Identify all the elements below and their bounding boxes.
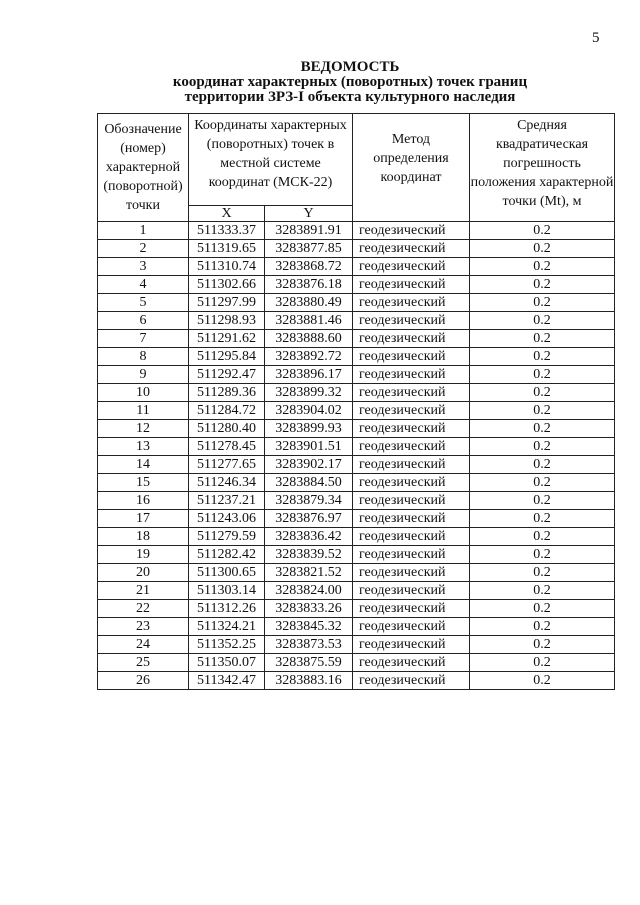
table-row — [98, 456, 615, 474]
cell-mean-error: 0.2 — [470, 528, 615, 546]
cell-method: геодезический — [353, 654, 470, 672]
table-row — [98, 420, 615, 438]
header-y: Y — [265, 206, 353, 222]
cell-mean-error: 0.2 — [470, 420, 615, 438]
cell-method: геодезический — [353, 420, 470, 438]
cell-method: геодезический — [353, 258, 470, 276]
cell-point-number: 26 — [98, 672, 189, 690]
cell-method: геодезический — [353, 402, 470, 420]
cell-mean-error: 0.2 — [470, 474, 615, 492]
cell-y: 3283901.51 — [265, 438, 353, 456]
table-row — [98, 636, 615, 654]
header-mean-error: Средняя квадратическая погрешность положения характерной точки (Mt), м — [470, 114, 615, 222]
cell-point-number: 20 — [98, 564, 189, 582]
table-row — [98, 294, 615, 312]
cell-method: геодезический — [353, 438, 470, 456]
table-row — [98, 546, 615, 564]
title-heading: ВЕДОМОСТЬ — [300, 59, 400, 75]
cell-y: 3283824.00 — [265, 582, 353, 600]
cell-y: 3283877.85 — [265, 240, 353, 258]
cell-y: 3283902.17 — [265, 456, 353, 474]
table-row — [98, 348, 615, 366]
cell-method: геодезический — [353, 546, 470, 564]
cell-x: 511324.21 — [189, 618, 265, 636]
cell-mean-error: 0.2 — [470, 438, 615, 456]
page-number: 5 — [592, 30, 600, 46]
header-coordinates: Координаты характерных (поворотных) точек в местной системе координат (МСК-22) — [189, 114, 353, 206]
cell-y: 3283839.52 — [265, 546, 353, 564]
table-row — [98, 276, 615, 294]
cell-y: 3283904.02 — [265, 402, 353, 420]
cell-method: геодезический — [353, 528, 470, 546]
table-row — [98, 564, 615, 582]
table-row — [98, 258, 615, 276]
cell-method: геодезический — [353, 294, 470, 312]
table-row — [98, 222, 615, 240]
cell-point-number: 21 — [98, 582, 189, 600]
cell-point-number: 23 — [98, 618, 189, 636]
table-row — [98, 474, 615, 492]
table-row — [98, 618, 615, 636]
cell-x: 511303.14 — [189, 582, 265, 600]
cell-y: 3283896.17 — [265, 366, 353, 384]
cell-method: геодезический — [353, 672, 470, 690]
header-method: Метод определения координат — [353, 114, 470, 222]
cell-y: 3283899.93 — [265, 420, 353, 438]
cell-point-number: 25 — [98, 654, 189, 672]
cell-mean-error: 0.2 — [470, 222, 615, 240]
cell-mean-error: 0.2 — [470, 600, 615, 618]
table-row — [98, 510, 615, 528]
cell-mean-error: 0.2 — [470, 492, 615, 510]
cell-x: 511284.72 — [189, 402, 265, 420]
cell-method: геодезический — [353, 600, 470, 618]
cell-mean-error: 0.2 — [470, 258, 615, 276]
table-row — [98, 438, 615, 456]
cell-point-number: 22 — [98, 600, 189, 618]
table-row — [98, 672, 615, 690]
cell-x: 511243.06 — [189, 510, 265, 528]
cell-method: геодезический — [353, 510, 470, 528]
cell-y: 3283888.60 — [265, 330, 353, 348]
cell-method: геодезический — [353, 636, 470, 654]
cell-point-number: 2 — [98, 240, 189, 258]
cell-x: 511278.45 — [189, 438, 265, 456]
cell-method: геодезический — [353, 222, 470, 240]
cell-mean-error: 0.2 — [470, 672, 615, 690]
cell-mean-error: 0.2 — [470, 348, 615, 366]
cell-x: 511279.59 — [189, 528, 265, 546]
cell-mean-error: 0.2 — [470, 276, 615, 294]
cell-x: 511300.65 — [189, 564, 265, 582]
cell-point-number: 11 — [98, 402, 189, 420]
cell-point-number: 13 — [98, 438, 189, 456]
cell-point-number: 4 — [98, 276, 189, 294]
document-title — [0, 60, 640, 105]
table-row — [98, 600, 615, 618]
cell-x: 511302.66 — [189, 276, 265, 294]
cell-mean-error: 0.2 — [470, 564, 615, 582]
cell-point-number: 16 — [98, 492, 189, 510]
cell-x: 511295.84 — [189, 348, 265, 366]
cell-point-number: 10 — [98, 384, 189, 402]
cell-y: 3283879.34 — [265, 492, 353, 510]
cell-y: 3283891.91 — [265, 222, 353, 240]
cell-point-number: 24 — [98, 636, 189, 654]
cell-point-number: 3 — [98, 258, 189, 276]
table-row — [98, 240, 615, 258]
cell-method: геодезический — [353, 618, 470, 636]
cell-point-number: 8 — [98, 348, 189, 366]
cell-mean-error: 0.2 — [470, 510, 615, 528]
cell-x: 511298.93 — [189, 312, 265, 330]
cell-mean-error: 0.2 — [470, 240, 615, 258]
cell-point-number: 19 — [98, 546, 189, 564]
cell-mean-error: 0.2 — [470, 654, 615, 672]
cell-point-number: 12 — [98, 420, 189, 438]
cell-mean-error: 0.2 — [470, 402, 615, 420]
header-x: X — [189, 206, 265, 222]
cell-x: 511350.07 — [189, 654, 265, 672]
table-row — [98, 654, 615, 672]
table-row — [98, 402, 615, 420]
cell-point-number: 14 — [98, 456, 189, 474]
table-body — [98, 222, 615, 690]
cell-y: 3283873.53 — [265, 636, 353, 654]
table-row — [98, 582, 615, 600]
cell-x: 511342.47 — [189, 672, 265, 690]
cell-point-number: 18 — [98, 528, 189, 546]
cell-y: 3283821.52 — [265, 564, 353, 582]
title-subheading-line1: координат характерных (поворотных) точек границ — [172, 74, 528, 90]
cell-method: геодезический — [353, 582, 470, 600]
cell-point-number: 17 — [98, 510, 189, 528]
cell-mean-error: 0.2 — [470, 366, 615, 384]
cell-point-number: 6 — [98, 312, 189, 330]
cell-y: 3283876.97 — [265, 510, 353, 528]
cell-mean-error: 0.2 — [470, 618, 615, 636]
header-point-number: Обозначение (номер) характерной (поворотной) точки — [98, 114, 189, 222]
cell-point-number: 7 — [98, 330, 189, 348]
cell-method: геодезический — [353, 330, 470, 348]
cell-y: 3283876.18 — [265, 276, 353, 294]
cell-x: 511310.74 — [189, 258, 265, 276]
cell-point-number: 15 — [98, 474, 189, 492]
cell-y: 3283875.59 — [265, 654, 353, 672]
cell-y: 3283883.16 — [265, 672, 353, 690]
table-row — [98, 528, 615, 546]
cell-method: геодезический — [353, 240, 470, 258]
cell-x: 511237.21 — [189, 492, 265, 510]
cell-y: 3283892.72 — [265, 348, 353, 366]
cell-mean-error: 0.2 — [470, 546, 615, 564]
cell-y: 3283868.72 — [265, 258, 353, 276]
cell-x: 511291.62 — [189, 330, 265, 348]
cell-y: 3283833.26 — [265, 600, 353, 618]
cell-y: 3283880.49 — [265, 294, 353, 312]
coordinates-table — [97, 113, 615, 690]
cell-x: 511277.65 — [189, 456, 265, 474]
cell-method: геодезический — [353, 312, 470, 330]
cell-mean-error: 0.2 — [470, 330, 615, 348]
cell-point-number: 5 — [98, 294, 189, 312]
cell-method: геодезический — [353, 564, 470, 582]
table-row — [98, 366, 615, 384]
title-subheading-line2: территории ЗРЗ-I объекта культурного наследия — [184, 89, 516, 105]
cell-method: геодезический — [353, 276, 470, 294]
cell-mean-error: 0.2 — [470, 456, 615, 474]
cell-y: 3283884.50 — [265, 474, 353, 492]
cell-y: 3283845.32 — [265, 618, 353, 636]
table-row — [98, 312, 615, 330]
cell-method: геодезический — [353, 366, 470, 384]
cell-y: 3283881.46 — [265, 312, 353, 330]
cell-method: геодезический — [353, 456, 470, 474]
cell-mean-error: 0.2 — [470, 294, 615, 312]
cell-mean-error: 0.2 — [470, 312, 615, 330]
cell-mean-error: 0.2 — [470, 582, 615, 600]
cell-y: 3283899.32 — [265, 384, 353, 402]
cell-point-number: 1 — [98, 222, 189, 240]
cell-x: 511280.40 — [189, 420, 265, 438]
cell-x: 511282.42 — [189, 546, 265, 564]
cell-x: 511246.34 — [189, 474, 265, 492]
cell-mean-error: 0.2 — [470, 636, 615, 654]
table-row — [98, 492, 615, 510]
cell-mean-error: 0.2 — [470, 384, 615, 402]
cell-method: геодезический — [353, 384, 470, 402]
table-row — [98, 384, 615, 402]
cell-point-number: 9 — [98, 366, 189, 384]
cell-x: 511289.36 — [189, 384, 265, 402]
table-row — [98, 330, 615, 348]
cell-x: 511297.99 — [189, 294, 265, 312]
cell-method: геодезический — [353, 474, 470, 492]
cell-x: 511333.37 — [189, 222, 265, 240]
cell-x: 511319.65 — [189, 240, 265, 258]
cell-y: 3283836.42 — [265, 528, 353, 546]
cell-x: 511352.25 — [189, 636, 265, 654]
cell-method: геодезический — [353, 348, 470, 366]
cell-x: 511292.47 — [189, 366, 265, 384]
cell-x: 511312.26 — [189, 600, 265, 618]
cell-method: геодезический — [353, 492, 470, 510]
